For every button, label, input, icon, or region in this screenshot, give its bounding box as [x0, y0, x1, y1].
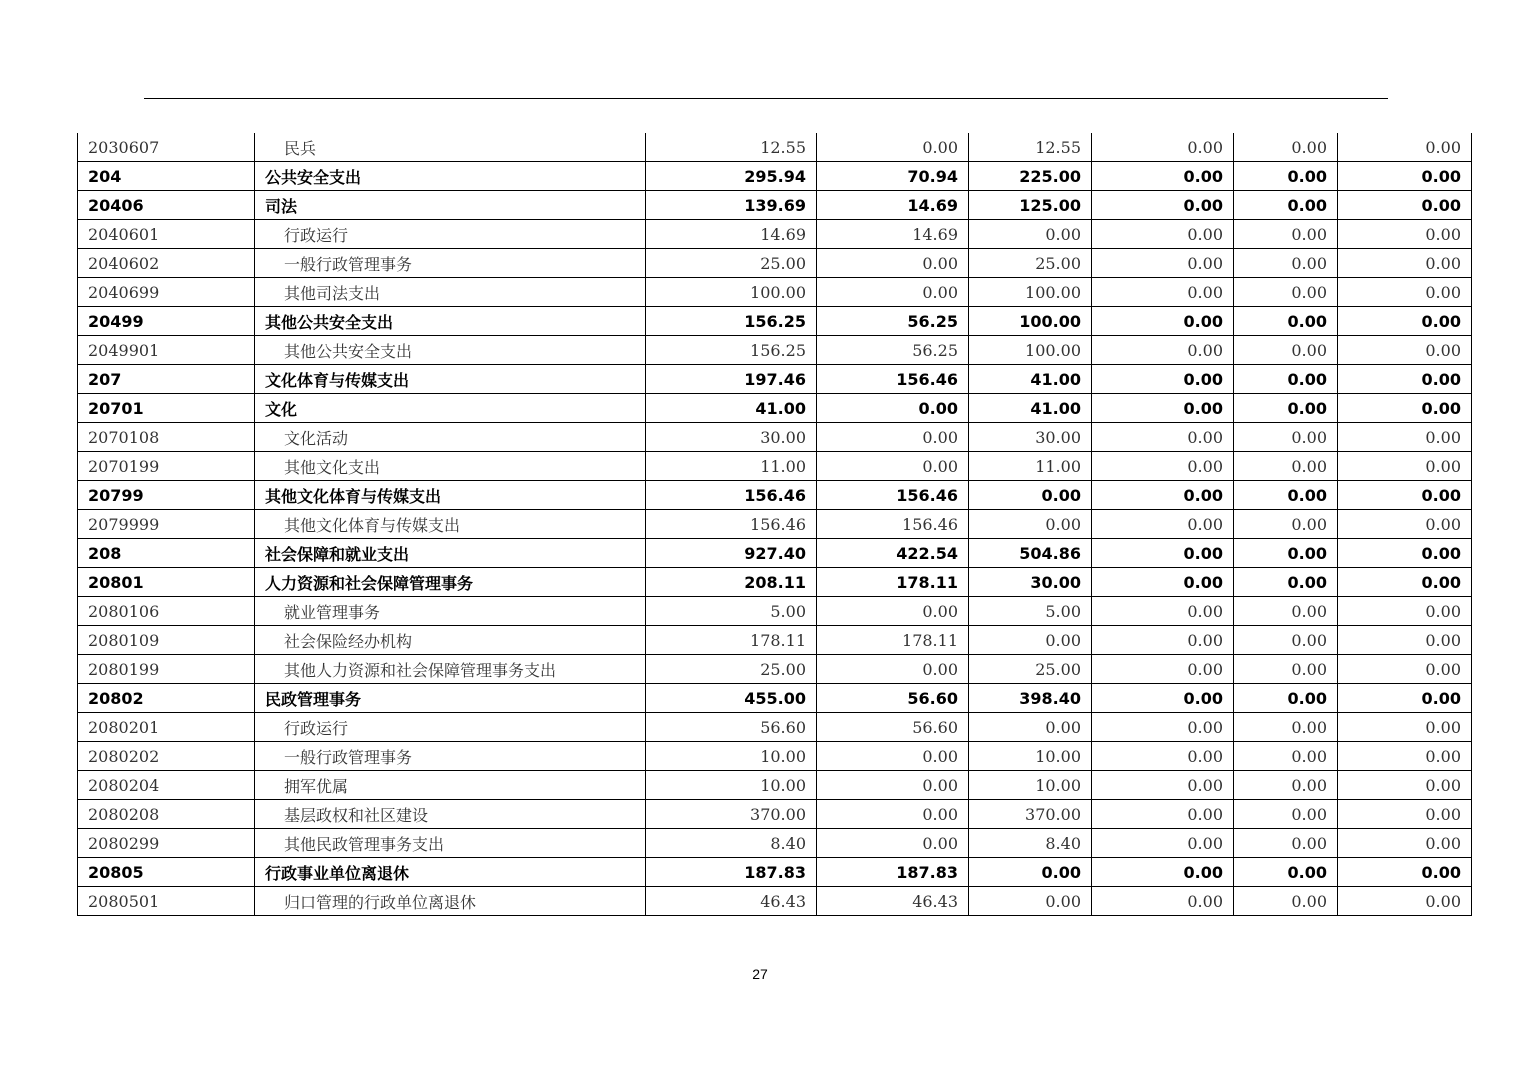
col7-cell: 0.00 — [1234, 597, 1338, 626]
col6-cell: 0.00 — [1092, 742, 1234, 771]
col7-cell: 0.00 — [1234, 771, 1338, 800]
col6-cell: 0.00 — [1092, 307, 1234, 336]
table-row — [78, 626, 1472, 655]
col8-cell: 0.00 — [1338, 829, 1472, 858]
total-cell: 927.40 — [646, 539, 817, 568]
code-cell: 2080106 — [78, 597, 255, 626]
table-row — [78, 713, 1472, 742]
name-cell: 基层政权和社区建设 — [255, 800, 646, 829]
code-cell: 2080501 — [78, 887, 255, 916]
col6-cell: 0.00 — [1092, 800, 1234, 829]
basic-cell: 0.00 — [817, 597, 969, 626]
col7-cell: 0.00 — [1234, 626, 1338, 655]
total-cell: 8.40 — [646, 829, 817, 858]
table-row — [78, 510, 1472, 539]
table-row — [78, 684, 1472, 713]
col7-cell: 0.00 — [1234, 249, 1338, 278]
basic-cell: 0.00 — [817, 829, 969, 858]
name-cell: 司法 — [255, 191, 646, 220]
col8-cell: 0.00 — [1338, 568, 1472, 597]
col7-cell: 0.00 — [1234, 365, 1338, 394]
col8-cell: 0.00 — [1338, 510, 1472, 539]
col8-cell: 0.00 — [1338, 597, 1472, 626]
basic-cell: 0.00 — [817, 800, 969, 829]
name-cell: 行政运行 — [255, 713, 646, 742]
total-cell: 56.60 — [646, 713, 817, 742]
table-body — [78, 133, 1472, 916]
project-cell: 41.00 — [969, 394, 1092, 423]
col7-cell: 0.00 — [1234, 887, 1338, 916]
name-cell: 其他公共安全支出 — [255, 307, 646, 336]
col7-cell: 0.00 — [1234, 742, 1338, 771]
col6-cell: 0.00 — [1092, 481, 1234, 510]
col8-cell: 0.00 — [1338, 684, 1472, 713]
code-cell: 204 — [78, 162, 255, 191]
total-cell: 12.55 — [646, 133, 817, 162]
table-row — [78, 829, 1472, 858]
total-cell: 100.00 — [646, 278, 817, 307]
table-row — [78, 249, 1472, 278]
total-cell: 156.46 — [646, 510, 817, 539]
col8-cell: 0.00 — [1338, 655, 1472, 684]
project-cell: 504.86 — [969, 539, 1092, 568]
col8-cell: 0.00 — [1338, 133, 1472, 162]
basic-cell: 178.11 — [817, 626, 969, 655]
col7-cell: 0.00 — [1234, 568, 1338, 597]
total-cell: 10.00 — [646, 742, 817, 771]
col7-cell: 0.00 — [1234, 336, 1338, 365]
basic-cell: 56.60 — [817, 684, 969, 713]
col7-cell: 0.00 — [1234, 191, 1338, 220]
basic-cell: 0.00 — [817, 249, 969, 278]
name-cell: 文化 — [255, 394, 646, 423]
code-cell: 2080109 — [78, 626, 255, 655]
col6-cell: 0.00 — [1092, 684, 1234, 713]
name-cell: 一般行政管理事务 — [255, 742, 646, 771]
col7-cell: 0.00 — [1234, 684, 1338, 713]
name-cell: 公共安全支出 — [255, 162, 646, 191]
code-cell: 2049901 — [78, 336, 255, 365]
basic-cell: 70.94 — [817, 162, 969, 191]
basic-cell: 0.00 — [817, 742, 969, 771]
project-cell: 100.00 — [969, 307, 1092, 336]
table-row — [78, 191, 1472, 220]
col7-cell: 0.00 — [1234, 220, 1338, 249]
name-cell: 其他司法支出 — [255, 278, 646, 307]
col6-cell: 0.00 — [1092, 394, 1234, 423]
col6-cell: 0.00 — [1092, 887, 1234, 916]
project-cell: 0.00 — [969, 481, 1092, 510]
project-cell: 11.00 — [969, 452, 1092, 481]
table-row — [78, 858, 1472, 887]
col7-cell: 0.00 — [1234, 423, 1338, 452]
name-cell: 民政管理事务 — [255, 684, 646, 713]
project-cell: 0.00 — [969, 887, 1092, 916]
basic-cell: 0.00 — [817, 423, 969, 452]
code-cell: 20802 — [78, 684, 255, 713]
header-rule — [144, 98, 1388, 99]
project-cell: 8.40 — [969, 829, 1092, 858]
name-cell: 行政事业单位离退休 — [255, 858, 646, 887]
total-cell: 11.00 — [646, 452, 817, 481]
total-cell: 41.00 — [646, 394, 817, 423]
project-cell: 398.40 — [969, 684, 1092, 713]
col8-cell: 0.00 — [1338, 191, 1472, 220]
budget-table — [77, 133, 1472, 916]
col6-cell: 0.00 — [1092, 713, 1234, 742]
code-cell: 20701 — [78, 394, 255, 423]
col7-cell: 0.00 — [1234, 307, 1338, 336]
col6-cell: 0.00 — [1092, 365, 1234, 394]
total-cell: 46.43 — [646, 887, 817, 916]
col6-cell: 0.00 — [1092, 133, 1234, 162]
total-cell: 197.46 — [646, 365, 817, 394]
total-cell: 14.69 — [646, 220, 817, 249]
project-cell: 30.00 — [969, 423, 1092, 452]
table-row — [78, 597, 1472, 626]
basic-cell: 0.00 — [817, 278, 969, 307]
basic-cell: 14.69 — [817, 191, 969, 220]
project-cell: 25.00 — [969, 249, 1092, 278]
code-cell: 2040699 — [78, 278, 255, 307]
col6-cell: 0.00 — [1092, 626, 1234, 655]
name-cell: 民兵 — [255, 133, 646, 162]
name-cell: 其他文化体育与传媒支出 — [255, 510, 646, 539]
code-cell: 2080201 — [78, 713, 255, 742]
col7-cell: 0.00 — [1234, 481, 1338, 510]
code-cell: 2079999 — [78, 510, 255, 539]
name-cell: 其他人力资源和社会保障管理事务支出 — [255, 655, 646, 684]
code-cell: 2030607 — [78, 133, 255, 162]
basic-cell: 14.69 — [817, 220, 969, 249]
total-cell: 187.83 — [646, 858, 817, 887]
total-cell: 178.11 — [646, 626, 817, 655]
project-cell: 0.00 — [969, 626, 1092, 655]
basic-cell: 187.83 — [817, 858, 969, 887]
col8-cell: 0.00 — [1338, 162, 1472, 191]
name-cell: 其他文化体育与传媒支出 — [255, 481, 646, 510]
table-row — [78, 568, 1472, 597]
col8-cell: 0.00 — [1338, 771, 1472, 800]
col6-cell: 0.00 — [1092, 829, 1234, 858]
code-cell: 2040602 — [78, 249, 255, 278]
table-row — [78, 742, 1472, 771]
project-cell: 25.00 — [969, 655, 1092, 684]
table-row — [78, 423, 1472, 452]
table-row — [78, 133, 1472, 162]
col7-cell: 0.00 — [1234, 800, 1338, 829]
code-cell: 207 — [78, 365, 255, 394]
basic-cell: 0.00 — [817, 655, 969, 684]
total-cell: 370.00 — [646, 800, 817, 829]
project-cell: 0.00 — [969, 713, 1092, 742]
col6-cell: 0.00 — [1092, 249, 1234, 278]
table-row — [78, 278, 1472, 307]
col7-cell: 0.00 — [1234, 539, 1338, 568]
table-row — [78, 800, 1472, 829]
total-cell: 455.00 — [646, 684, 817, 713]
project-cell: 30.00 — [969, 568, 1092, 597]
name-cell: 人力资源和社会保障管理事务 — [255, 568, 646, 597]
basic-cell: 156.46 — [817, 365, 969, 394]
project-cell: 41.00 — [969, 365, 1092, 394]
col6-cell: 0.00 — [1092, 568, 1234, 597]
table-row — [78, 771, 1472, 800]
table-row — [78, 887, 1472, 916]
code-cell: 2080202 — [78, 742, 255, 771]
col6-cell: 0.00 — [1092, 220, 1234, 249]
col6-cell: 0.00 — [1092, 452, 1234, 481]
total-cell: 156.46 — [646, 481, 817, 510]
project-cell: 0.00 — [969, 510, 1092, 539]
basic-cell: 0.00 — [817, 394, 969, 423]
code-cell: 2080204 — [78, 771, 255, 800]
col7-cell: 0.00 — [1234, 133, 1338, 162]
project-cell: 0.00 — [969, 858, 1092, 887]
code-cell: 2080299 — [78, 829, 255, 858]
code-cell: 20799 — [78, 481, 255, 510]
col6-cell: 0.00 — [1092, 539, 1234, 568]
col8-cell: 0.00 — [1338, 626, 1472, 655]
col7-cell: 0.00 — [1234, 394, 1338, 423]
name-cell: 社会保险经办机构 — [255, 626, 646, 655]
name-cell: 其他公共安全支出 — [255, 336, 646, 365]
page-number: 27 — [752, 966, 768, 982]
col7-cell: 0.00 — [1234, 655, 1338, 684]
total-cell: 30.00 — [646, 423, 817, 452]
code-cell: 20805 — [78, 858, 255, 887]
col8-cell: 0.00 — [1338, 249, 1472, 278]
code-cell: 2080199 — [78, 655, 255, 684]
code-cell: 2040601 — [78, 220, 255, 249]
name-cell: 其他文化支出 — [255, 452, 646, 481]
code-cell: 2080208 — [78, 800, 255, 829]
col8-cell: 0.00 — [1338, 742, 1472, 771]
col6-cell: 0.00 — [1092, 655, 1234, 684]
col8-cell: 0.00 — [1338, 800, 1472, 829]
total-cell: 208.11 — [646, 568, 817, 597]
basic-cell: 56.25 — [817, 336, 969, 365]
basic-cell: 0.00 — [817, 771, 969, 800]
col7-cell: 0.00 — [1234, 829, 1338, 858]
basic-cell: 0.00 — [817, 452, 969, 481]
table-row — [78, 655, 1472, 684]
code-cell: 208 — [78, 539, 255, 568]
table-row — [78, 365, 1472, 394]
col7-cell: 0.00 — [1234, 713, 1338, 742]
name-cell: 拥军优属 — [255, 771, 646, 800]
name-cell: 行政运行 — [255, 220, 646, 249]
col6-cell: 0.00 — [1092, 278, 1234, 307]
basic-cell: 156.46 — [817, 481, 969, 510]
project-cell: 100.00 — [969, 278, 1092, 307]
col6-cell: 0.00 — [1092, 510, 1234, 539]
col7-cell: 0.00 — [1234, 858, 1338, 887]
project-cell: 0.00 — [969, 220, 1092, 249]
col8-cell: 0.00 — [1338, 278, 1472, 307]
total-cell: 5.00 — [646, 597, 817, 626]
project-cell: 370.00 — [969, 800, 1092, 829]
name-cell: 其他民政管理事务支出 — [255, 829, 646, 858]
code-cell: 2070108 — [78, 423, 255, 452]
col8-cell: 0.00 — [1338, 220, 1472, 249]
col8-cell: 0.00 — [1338, 481, 1472, 510]
col7-cell: 0.00 — [1234, 510, 1338, 539]
basic-cell: 156.46 — [817, 510, 969, 539]
total-cell: 156.25 — [646, 336, 817, 365]
project-cell: 125.00 — [969, 191, 1092, 220]
code-cell: 2070199 — [78, 452, 255, 481]
col8-cell: 0.00 — [1338, 452, 1472, 481]
basic-cell: 0.00 — [817, 133, 969, 162]
col6-cell: 0.00 — [1092, 597, 1234, 626]
basic-cell: 56.60 — [817, 713, 969, 742]
code-cell: 20801 — [78, 568, 255, 597]
table-row — [78, 539, 1472, 568]
name-cell: 一般行政管理事务 — [255, 249, 646, 278]
name-cell: 文化活动 — [255, 423, 646, 452]
col8-cell: 0.00 — [1338, 887, 1472, 916]
col7-cell: 0.00 — [1234, 162, 1338, 191]
col8-cell: 0.00 — [1338, 713, 1472, 742]
total-cell: 10.00 — [646, 771, 817, 800]
table-row — [78, 394, 1472, 423]
table-row — [78, 336, 1472, 365]
total-cell: 25.00 — [646, 249, 817, 278]
name-cell: 归口管理的行政单位离退休 — [255, 887, 646, 916]
project-cell: 5.00 — [969, 597, 1092, 626]
table-row — [78, 162, 1472, 191]
total-cell: 139.69 — [646, 191, 817, 220]
col7-cell: 0.00 — [1234, 278, 1338, 307]
total-cell: 295.94 — [646, 162, 817, 191]
basic-cell: 56.25 — [817, 307, 969, 336]
project-cell: 100.00 — [969, 336, 1092, 365]
table-row — [78, 307, 1472, 336]
table-row — [78, 452, 1472, 481]
code-cell: 20499 — [78, 307, 255, 336]
col8-cell: 0.00 — [1338, 394, 1472, 423]
table-row — [78, 220, 1472, 249]
total-cell: 156.25 — [646, 307, 817, 336]
col6-cell: 0.00 — [1092, 336, 1234, 365]
table-row — [78, 481, 1472, 510]
col8-cell: 0.00 — [1338, 858, 1472, 887]
col6-cell: 0.00 — [1092, 162, 1234, 191]
total-cell: 25.00 — [646, 655, 817, 684]
col8-cell: 0.00 — [1338, 336, 1472, 365]
col8-cell: 0.00 — [1338, 423, 1472, 452]
col6-cell: 0.00 — [1092, 423, 1234, 452]
basic-cell: 422.54 — [817, 539, 969, 568]
basic-cell: 178.11 — [817, 568, 969, 597]
basic-cell: 46.43 — [817, 887, 969, 916]
project-cell: 10.00 — [969, 771, 1092, 800]
name-cell: 就业管理事务 — [255, 597, 646, 626]
col6-cell: 0.00 — [1092, 191, 1234, 220]
name-cell: 文化体育与传媒支出 — [255, 365, 646, 394]
col6-cell: 0.00 — [1092, 858, 1234, 887]
project-cell: 10.00 — [969, 742, 1092, 771]
col8-cell: 0.00 — [1338, 365, 1472, 394]
col8-cell: 0.00 — [1338, 539, 1472, 568]
project-cell: 12.55 — [969, 133, 1092, 162]
col8-cell: 0.00 — [1338, 307, 1472, 336]
col7-cell: 0.00 — [1234, 452, 1338, 481]
name-cell: 社会保障和就业支出 — [255, 539, 646, 568]
col6-cell: 0.00 — [1092, 771, 1234, 800]
code-cell: 20406 — [78, 191, 255, 220]
project-cell: 225.00 — [969, 162, 1092, 191]
